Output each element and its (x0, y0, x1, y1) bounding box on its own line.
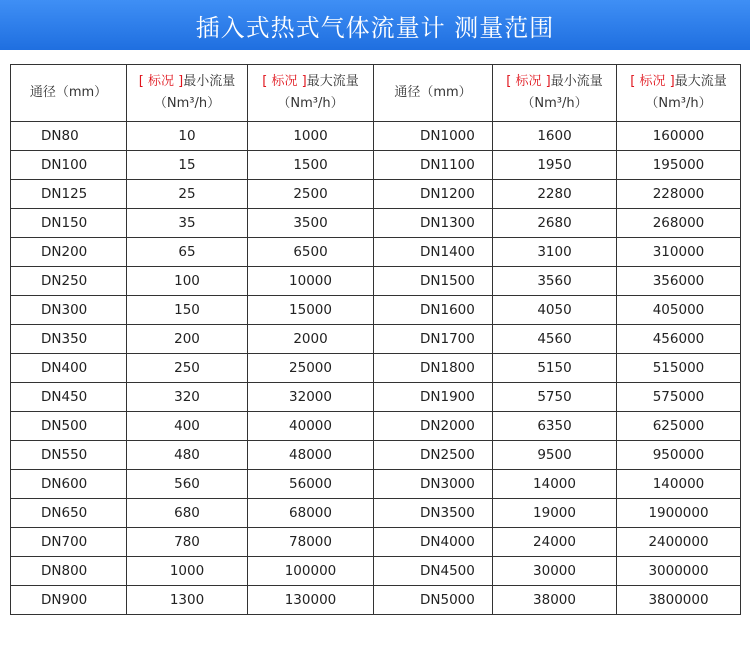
cell-max-flow: 2000 (248, 325, 374, 354)
cell-max-flow: 268000 (617, 209, 741, 238)
table-body (11, 122, 741, 615)
cell-min-flow: 14000 (493, 470, 617, 499)
table-row (11, 209, 741, 238)
cell-max-flow: 100000 (248, 557, 374, 586)
cell-max-flow: 160000 (617, 122, 741, 151)
cell-diameter: DN800 (11, 557, 127, 586)
cell-min-flow: 10 (127, 122, 248, 151)
cell-min-flow: 9500 (493, 441, 617, 470)
table-row (11, 180, 741, 209)
table-row (11, 267, 741, 296)
cell-max-flow: 515000 (617, 354, 741, 383)
cell-min-flow: 1300 (127, 586, 248, 615)
standard-condition-tag: [ 标况 ] (138, 74, 184, 89)
cell-diameter: DN400 (11, 354, 127, 383)
cell-diameter: DN3500 (374, 499, 493, 528)
cell-diameter: DN500 (11, 412, 127, 441)
cell-min-flow: 200 (127, 325, 248, 354)
table-row (11, 238, 741, 267)
cell-diameter: DN250 (11, 267, 127, 296)
cell-min-flow: 4560 (493, 325, 617, 354)
cell-diameter: DN1700 (374, 325, 493, 354)
cell-max-flow: 575000 (617, 383, 741, 412)
cell-max-flow: 130000 (248, 586, 374, 615)
cell-max-flow: 3800000 (617, 586, 741, 615)
cell-diameter: DN550 (11, 441, 127, 470)
cell-min-flow: 100 (127, 267, 248, 296)
cell-diameter: DN1400 (374, 238, 493, 267)
cell-max-flow: 3000000 (617, 557, 741, 586)
cell-min-flow: 65 (127, 238, 248, 267)
cell-max-flow: 32000 (248, 383, 374, 412)
cell-max-flow: 625000 (617, 412, 741, 441)
cell-min-flow: 320 (127, 383, 248, 412)
cell-min-flow: 250 (127, 354, 248, 383)
cell-diameter: DN100 (11, 151, 127, 180)
cell-min-flow: 1000 (127, 557, 248, 586)
cell-min-flow: 35 (127, 209, 248, 238)
table-row (11, 325, 741, 354)
cell-max-flow: 456000 (617, 325, 741, 354)
table-row (11, 528, 741, 557)
cell-min-flow: 480 (127, 441, 248, 470)
cell-diameter: DN1200 (374, 180, 493, 209)
table-row (11, 441, 741, 470)
table-header-row (11, 65, 741, 122)
cell-max-flow: 356000 (617, 267, 741, 296)
cell-max-flow: 3500 (248, 209, 374, 238)
cell-max-flow: 1000 (248, 122, 374, 151)
cell-min-flow: 1600 (493, 122, 617, 151)
cell-diameter: DN80 (11, 122, 127, 151)
cell-diameter: DN1300 (374, 209, 493, 238)
cell-min-flow: 3100 (493, 238, 617, 267)
cell-max-flow: 48000 (248, 441, 374, 470)
cell-max-flow: 10000 (248, 267, 374, 296)
cell-max-flow: 15000 (248, 296, 374, 325)
table-row (11, 499, 741, 528)
cell-min-flow: 5750 (493, 383, 617, 412)
cell-max-flow: 195000 (617, 151, 741, 180)
table-row (11, 151, 741, 180)
table-row (11, 557, 741, 586)
cell-diameter: DN150 (11, 209, 127, 238)
cell-min-flow: 1950 (493, 151, 617, 180)
cell-max-flow: 40000 (248, 412, 374, 441)
cell-diameter: DN3000 (374, 470, 493, 499)
cell-min-flow: 19000 (493, 499, 617, 528)
cell-max-flow: 25000 (248, 354, 374, 383)
cell-diameter: DN200 (11, 238, 127, 267)
cell-diameter: DN700 (11, 528, 127, 557)
cell-diameter: DN900 (11, 586, 127, 615)
cell-min-flow: 5150 (493, 354, 617, 383)
cell-diameter: DN1600 (374, 296, 493, 325)
cell-min-flow: 3560 (493, 267, 617, 296)
cell-diameter: DN125 (11, 180, 127, 209)
cell-max-flow: 310000 (617, 238, 741, 267)
cell-max-flow: 56000 (248, 470, 374, 499)
cell-min-flow: 38000 (493, 586, 617, 615)
standard-condition-tag: [ 标况 ] (506, 74, 551, 89)
cell-max-flow: 950000 (617, 441, 741, 470)
cell-diameter: DN1100 (374, 151, 493, 180)
table-row (11, 383, 741, 412)
cell-min-flow: 680 (127, 499, 248, 528)
table-row (11, 122, 741, 151)
cell-min-flow: 4050 (493, 296, 617, 325)
cell-diameter: DN650 (11, 499, 127, 528)
header-max-flow-a: [ 标况 ]最大流量 （Nm³/h） (248, 65, 374, 122)
table-row (11, 412, 741, 441)
cell-diameter: DN1800 (374, 354, 493, 383)
header-diameter-a: 通径（mm） (11, 65, 127, 122)
cell-min-flow: 2280 (493, 180, 617, 209)
measurement-range-table (10, 64, 741, 615)
page-title: 插入式热式气体流量计 测量范围 (195, 13, 555, 42)
cell-diameter: DN450 (11, 383, 127, 412)
cell-min-flow: 30000 (493, 557, 617, 586)
cell-min-flow: 780 (127, 528, 248, 557)
cell-min-flow: 25 (127, 180, 248, 209)
cell-min-flow: 150 (127, 296, 248, 325)
cell-diameter: DN2000 (374, 412, 493, 441)
cell-diameter: DN5000 (374, 586, 493, 615)
table-row (11, 586, 741, 615)
cell-max-flow: 140000 (617, 470, 741, 499)
cell-min-flow: 24000 (493, 528, 617, 557)
table-row (11, 470, 741, 499)
standard-condition-tag: [ 标况 ] (262, 74, 307, 89)
cell-max-flow: 405000 (617, 296, 741, 325)
header-diameter-b: 通径（mm） (374, 65, 493, 122)
cell-diameter: DN350 (11, 325, 127, 354)
cell-max-flow: 68000 (248, 499, 374, 528)
cell-diameter: DN300 (11, 296, 127, 325)
title-bar (0, 0, 750, 50)
header-min-flow-b: [ 标况 ]最小流量 （Nm³/h） (493, 65, 617, 122)
cell-max-flow: 1900000 (617, 499, 741, 528)
cell-max-flow: 6500 (248, 238, 374, 267)
cell-max-flow: 1500 (248, 151, 374, 180)
cell-diameter: DN1900 (374, 383, 493, 412)
table-row (11, 296, 741, 325)
cell-diameter: DN2500 (374, 441, 493, 470)
cell-min-flow: 6350 (493, 412, 617, 441)
table-row (11, 354, 741, 383)
cell-max-flow: 78000 (248, 528, 374, 557)
header-min-flow-a: [ 标况 ]最小流量 （Nm³/h） (127, 65, 248, 122)
cell-min-flow: 2680 (493, 209, 617, 238)
cell-min-flow: 560 (127, 470, 248, 499)
cell-diameter: DN600 (11, 470, 127, 499)
standard-condition-tag: [ 标况 ] (630, 74, 675, 89)
cell-diameter: DN1000 (374, 122, 493, 151)
cell-max-flow: 2500 (248, 180, 374, 209)
cell-max-flow: 228000 (617, 180, 741, 209)
cell-diameter: DN4000 (374, 528, 493, 557)
cell-diameter: DN4500 (374, 557, 493, 586)
header-max-flow-b: [ 标况 ]最大流量 （Nm³/h） (617, 65, 741, 122)
cell-min-flow: 400 (127, 412, 248, 441)
cell-diameter: DN1500 (374, 267, 493, 296)
cell-max-flow: 2400000 (617, 528, 741, 557)
cell-min-flow: 15 (127, 151, 248, 180)
